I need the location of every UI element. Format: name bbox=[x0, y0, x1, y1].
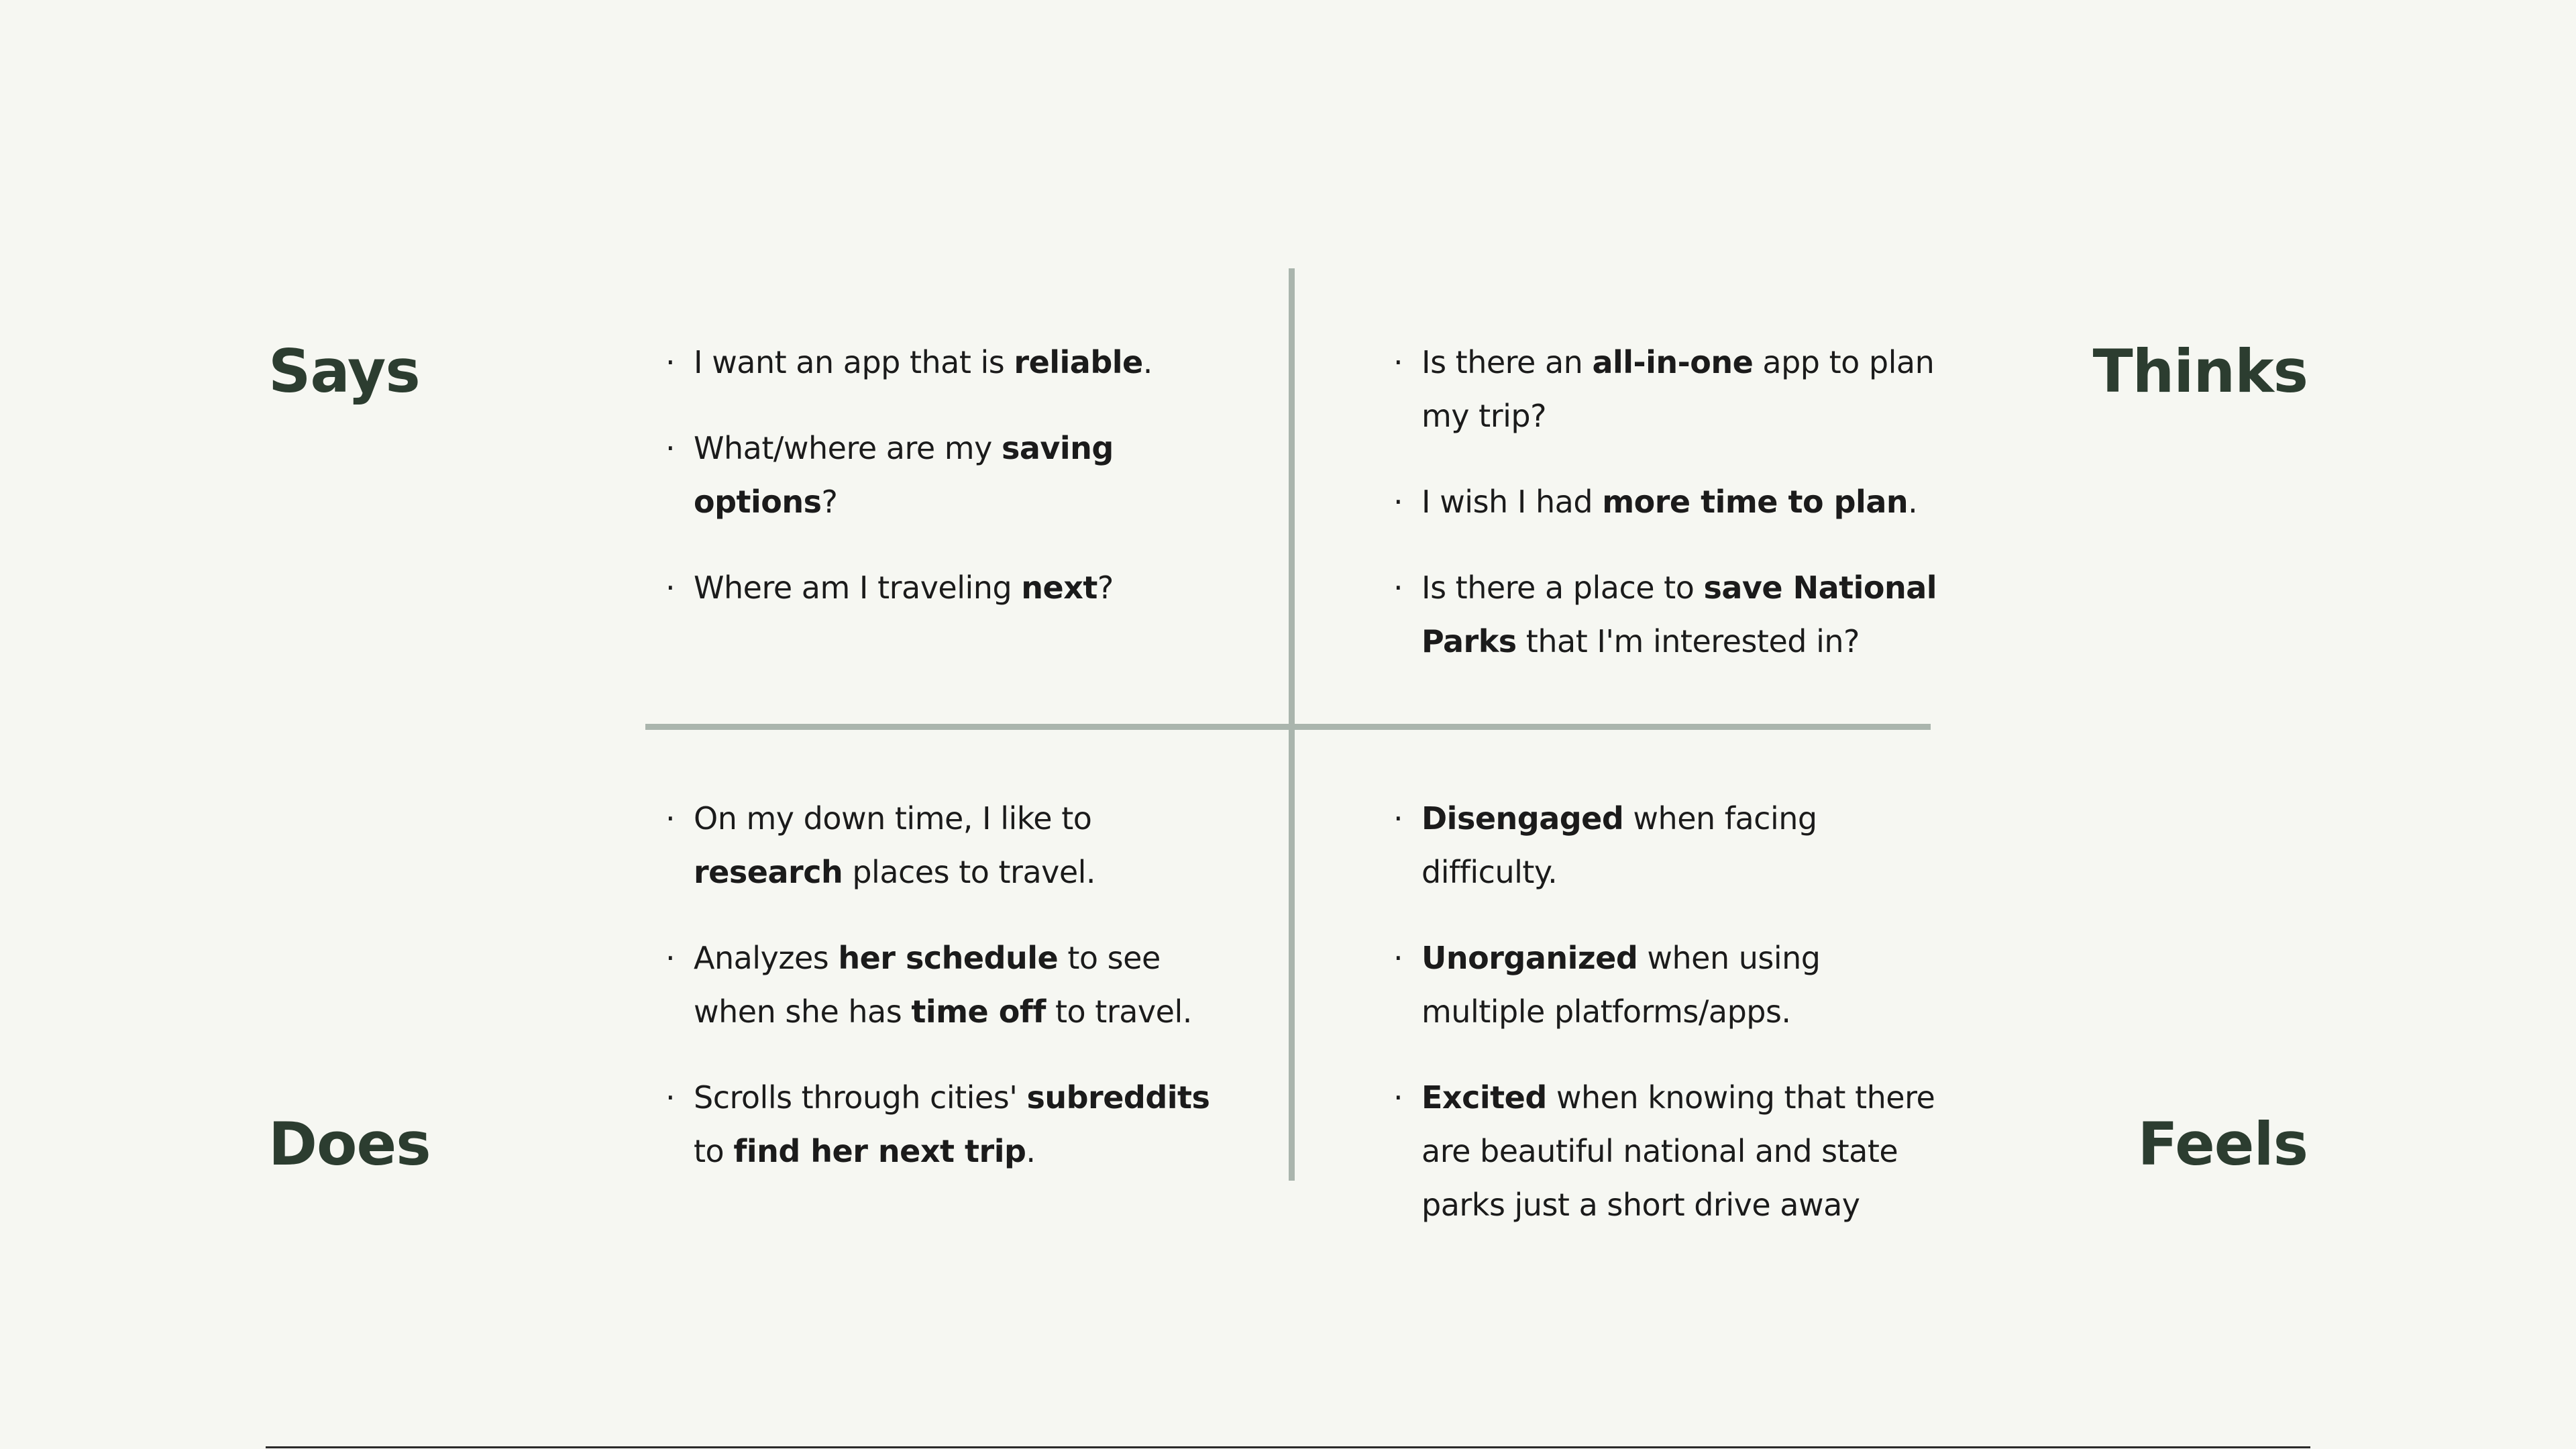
does-list bbox=[665, 792, 1242, 1210]
says-item-1: · I want an app that is reliable. bbox=[665, 335, 1242, 389]
feels-heading: Feels bbox=[2137, 1110, 2308, 1179]
thinks-list bbox=[1393, 335, 1950, 700]
does-item-2: · Analyzes her schedule to see when she has time off to travel. bbox=[665, 931, 1242, 1038]
thinks-heading: Thinks bbox=[2092, 337, 2308, 406]
does-heading: Does bbox=[268, 1110, 431, 1179]
does-item-3: · Scrolls through cities' subreddits to find her next trip. bbox=[665, 1071, 1242, 1178]
says-heading: Says bbox=[268, 337, 420, 406]
feels-item-3: · Excited when knowing that there are beautiful national and state parks just a short drive away bbox=[1393, 1071, 1950, 1232]
feels-item-2: · Unorganized when using multiple platforms/apps. bbox=[1393, 931, 1950, 1038]
thinks-item-2: · I wish I had more time to plan. bbox=[1393, 475, 1950, 529]
does-item-1: · On my down time, I like to research places to travel. bbox=[665, 792, 1242, 899]
feels-list bbox=[1393, 792, 1950, 1264]
horizontal-divider bbox=[645, 724, 1931, 730]
feels-item-1: · Disengaged when facing difficulty. bbox=[1393, 792, 1950, 899]
says-item-3: · Where am I traveling next? bbox=[665, 561, 1242, 614]
says-item-2: · What/where are my saving options? bbox=[665, 421, 1242, 529]
says-list bbox=[665, 335, 1242, 647]
thinks-item-1: · Is there an all-in-one app to plan my trip? bbox=[1393, 335, 1950, 443]
thinks-item-3: · Is there a place to save National Parks that I'm interested in? bbox=[1393, 561, 1950, 668]
footer-rule bbox=[266, 1446, 2310, 1448]
